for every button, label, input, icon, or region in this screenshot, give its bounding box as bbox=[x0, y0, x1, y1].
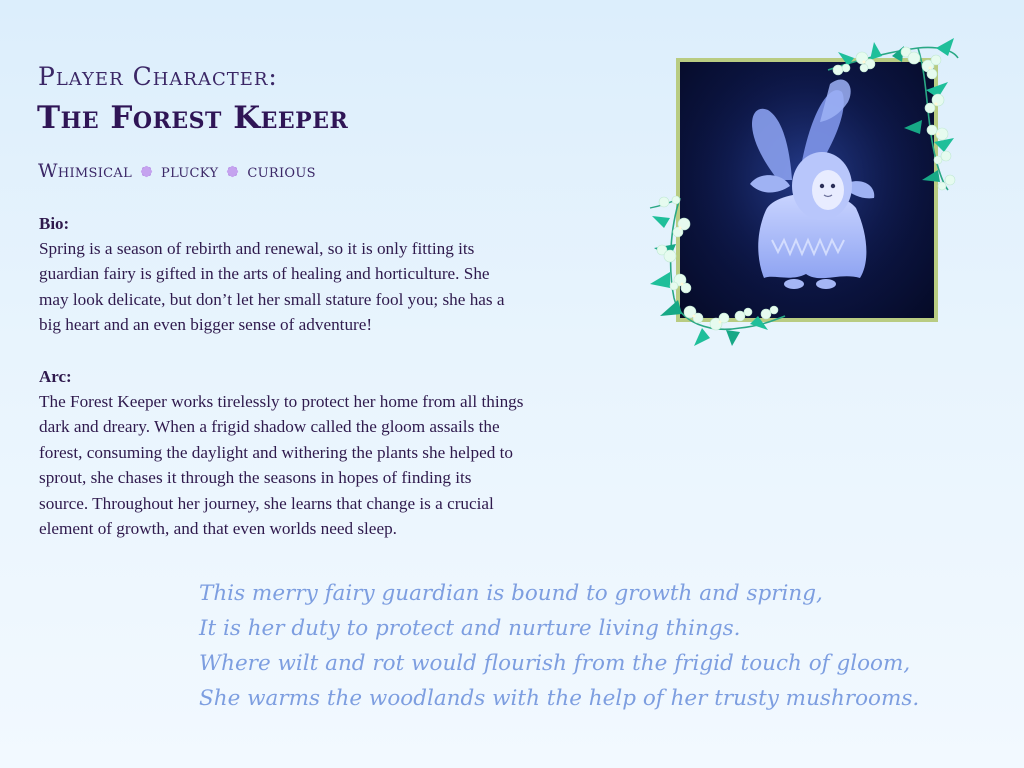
character-portrait bbox=[676, 58, 938, 322]
bio-line: guardian fairy is gifted in the arts of healing and horticulture. She bbox=[39, 264, 490, 284]
trait-list bbox=[38, 158, 316, 184]
sparkle-icon bbox=[142, 167, 151, 176]
trait-curious: curious bbox=[247, 160, 316, 182]
poem-line: She warms the woodlands with the help of her trusty mushrooms. bbox=[199, 686, 920, 711]
trait-plucky: plucky bbox=[161, 160, 219, 182]
bio-line: may look delicate, but don’t let her small stature fool you; she has a bbox=[39, 289, 505, 309]
bio-line: big heart and an even bigger sense of adventure! bbox=[39, 315, 373, 335]
arc-line: sprout, she chases it through the seasons in hopes of finding its bbox=[39, 468, 472, 488]
arc-line: dark and dreary. When a frigid shadow called the gloom assails the bbox=[39, 417, 500, 437]
arc-label: Arc: bbox=[39, 367, 72, 386]
arc-line: forest, consuming the daylight and withering the plants she helped to bbox=[39, 442, 513, 462]
fairy-character-image bbox=[680, 62, 934, 318]
header-kicker: Player Character: bbox=[38, 62, 278, 91]
sparkle-icon bbox=[228, 167, 237, 176]
poem-line: Where wilt and rot would flourish from the frigid touch of gloom, bbox=[199, 651, 911, 676]
trait-whimsical: Whimsical bbox=[38, 160, 133, 182]
bio-label: Bio: bbox=[39, 214, 70, 233]
poem-line: This merry fairy guardian is bound to growth and spring, bbox=[199, 581, 823, 606]
arc-line: source. Throughout her journey, she learns that change is a crucial bbox=[39, 493, 494, 513]
arc-line: The Forest Keeper works tirelessly to protect her home from all things bbox=[39, 392, 524, 411]
fairy-character-illustration bbox=[680, 62, 934, 318]
poem bbox=[199, 576, 919, 716]
poem-line: It is her duty to protect and nurture living things. bbox=[199, 616, 741, 641]
page-title: The Forest Keeper bbox=[37, 100, 349, 136]
bio-text bbox=[39, 236, 619, 338]
arc-line: element of growth, and that even worlds need sleep. bbox=[39, 519, 397, 539]
bio-line: Spring is a season of rebirth and renewal, so it is only fitting its bbox=[39, 239, 475, 258]
arc-text bbox=[39, 389, 619, 541]
